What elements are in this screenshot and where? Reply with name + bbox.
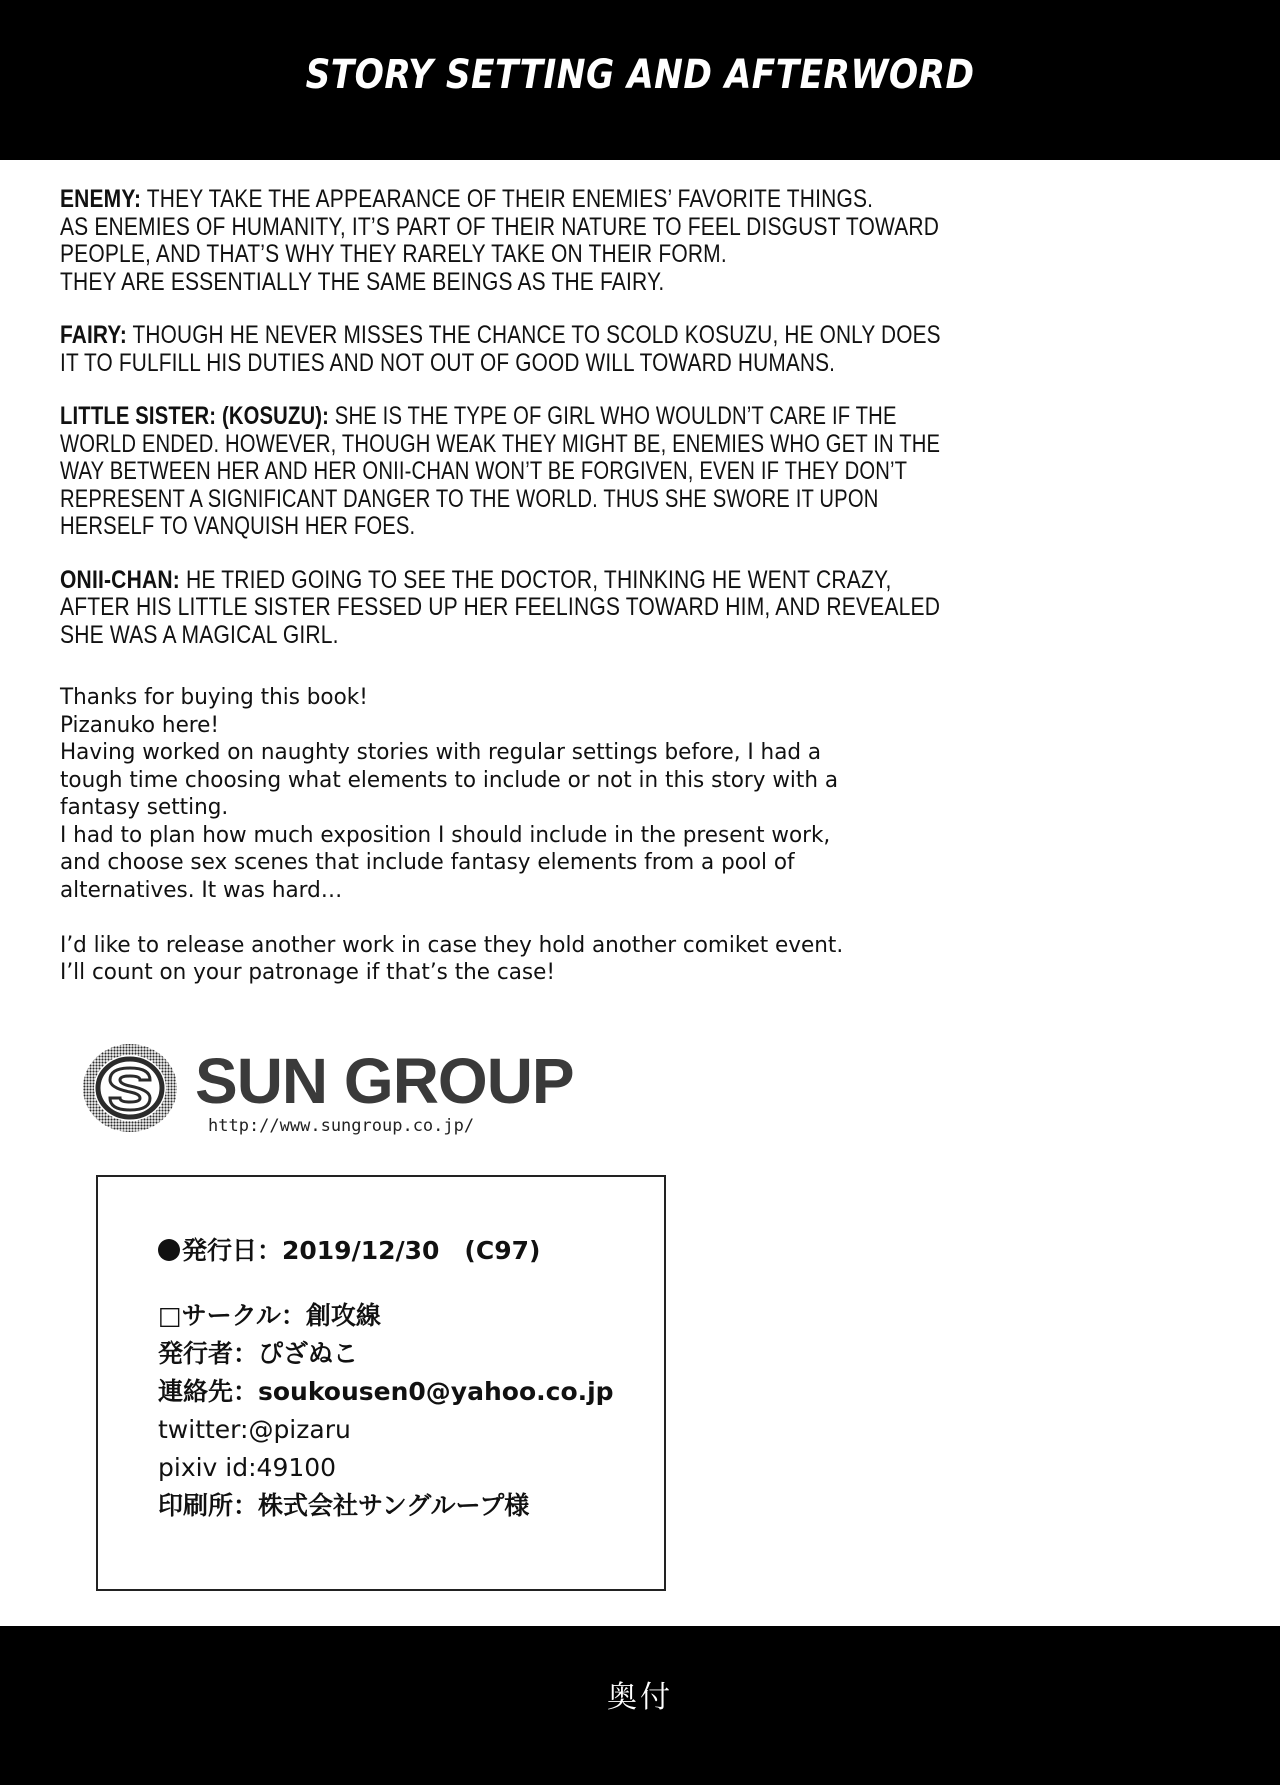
character-term: LITTLE SISTER: (KOSUZU): — [60, 402, 330, 430]
character-text: AS ENEMIES OF HUMANITY, IT’S PART OF THEIR NATURE TO FEEL DISGUST TOWARD — [60, 212, 940, 241]
afterword-line: Having worked on naughty stories with regular settings before, I had a — [60, 740, 822, 765]
colophon-contact: 連絡先：soukousen0@yahoo.co.jp — [158, 1377, 614, 1406]
character-text: WORLD ENDED. HOWEVER, THOUGH WEAK THEY MIGHT BE, ENEMIES WHO GET IN THE — [60, 429, 941, 458]
character-text: HERSELF TO VANQUISH HER FOES. — [60, 512, 416, 540]
page-title: STORY SETTING AND AFTERWORD — [305, 52, 975, 98]
character-entry-little-sister — [60, 402, 941, 541]
character-term: FAIRY: — [60, 321, 127, 349]
character-entry-onii-chan — [60, 565, 941, 650]
afterword-line: fantasy setting. — [60, 795, 229, 820]
afterword-line: I’ll count on your patronage if that’s the case! — [60, 960, 555, 985]
logo-wordmark: SUN GROUP — [195, 1045, 574, 1117]
character-descriptions — [60, 186, 960, 675]
afterword-line: alternatives. It was hard… — [60, 877, 343, 903]
afterword-line: tough time choosing what elements to include or not in this story with a — [60, 767, 839, 793]
character-text: THOUGH HE NEVER MISSES THE CHANCE TO SCOLD KOSUZU, HE ONLY DOES — [126, 321, 941, 349]
sun-group-logo-icon — [80, 1040, 180, 1140]
colophon-publisher: 発行者：ぴざぬこ — [158, 1339, 359, 1368]
colophon-twitter: twitter:@pizaru — [158, 1415, 351, 1444]
character-text: THEY TAKE THE APPEARANCE OF THEIR ENEMIES’ FAVORITE THINGS. — [141, 185, 874, 213]
character-entry-enemy — [60, 185, 940, 296]
afterword — [60, 684, 940, 987]
character-text: THEY ARE ESSENTIALLY THE SAME BEINGS AS THE FAIRY. — [60, 267, 665, 296]
character-text: IT TO FULFILL HIS DUTIES AND NOT OUT OF GOOD WILL TOWARD HUMANS. — [60, 348, 836, 377]
logo-url: http://www.sungroup.co.jp/ — [208, 1116, 475, 1136]
character-term: ENEMY: — [60, 185, 142, 213]
character-text: WAY BETWEEN HER AND HER ONII-CHAN WON’T BE FORGIVEN, EVEN IF THEY DON’T — [60, 457, 908, 485]
colophon-pixiv: pixiv id:49100 — [158, 1453, 337, 1482]
colophon-circle: □サークル：創攻線 — [158, 1301, 381, 1330]
character-entry-fairy — [60, 321, 941, 377]
character-term: ONII-CHAN: — [60, 565, 180, 594]
colophon-printer: 印刷所：株式会社サングループ様 — [158, 1491, 530, 1520]
afterword-spacer — [60, 904, 940, 932]
character-text: HE TRIED GOING TO SEE THE DOCTOR, THINKING HE WENT CRAZY, — [179, 565, 892, 594]
bullet-icon — [158, 1239, 180, 1261]
publication-date: 発行日：2019/12/30 (C97) — [182, 1236, 541, 1265]
character-text: SHE IS THE TYPE OF GIRL WHO WOULDN’T CARE IF THE — [329, 402, 897, 430]
afterword-line: Pizanuko here! — [60, 712, 220, 738]
footer-label: 奥付 — [607, 1680, 673, 1715]
character-text: REPRESENT A SIGNIFICANT DANGER TO THE WORLD. THUS SHE SWORE IT UPON — [60, 484, 879, 513]
character-text: SHE WAS A MAGICAL GIRL. — [60, 620, 339, 649]
afterword-line: I’d like to release another work in case they hold another comiket event. — [60, 932, 844, 958]
afterword-line: Thanks for buying this book! — [60, 685, 368, 710]
afterword-line: I had to plan how much exposition I should include in the present work, — [60, 822, 831, 848]
character-text: PEOPLE, AND THAT’S WHY THEY RARELY TAKE ON THEIR FORM. — [60, 240, 727, 268]
afterword-line: and choose sex scenes that include fantasy elements from a pool of — [60, 850, 795, 875]
colophon-box — [96, 1175, 666, 1591]
character-text: AFTER HIS LITTLE SISTER FESSED UP HER FEELINGS TOWARD HIM, AND REVEALED — [60, 593, 941, 621]
sun-group-logo — [80, 1040, 600, 1140]
